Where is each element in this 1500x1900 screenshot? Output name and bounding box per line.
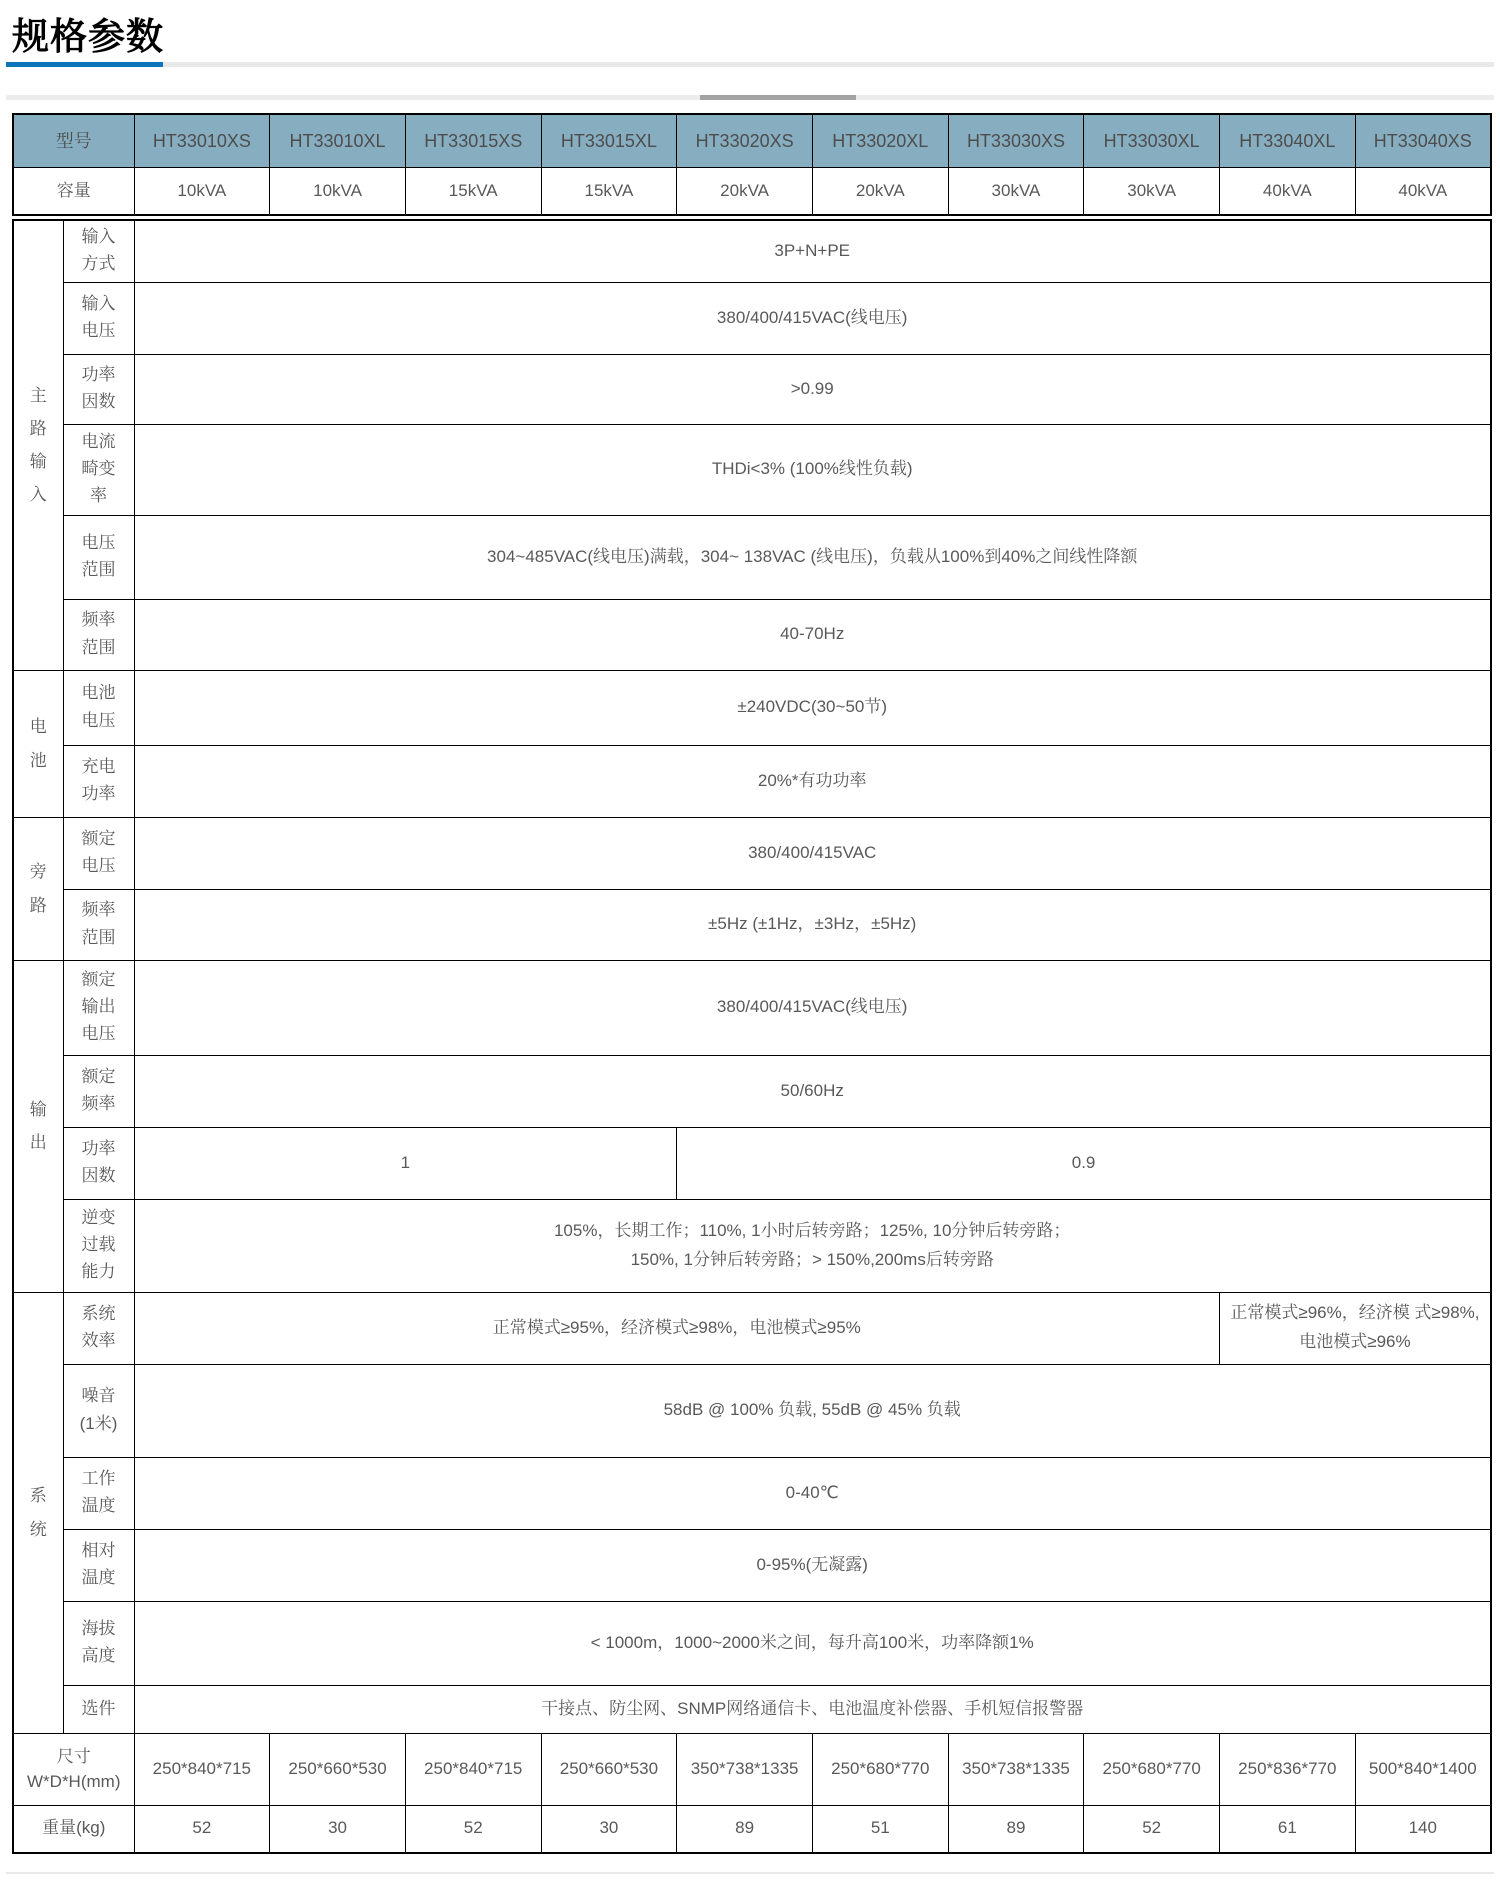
param-label: 额定频率 xyxy=(63,1055,134,1127)
model-cell: HT33040XL xyxy=(1220,114,1356,168)
weight-cell: 61 xyxy=(1220,1805,1356,1853)
spec-body-table xyxy=(12,219,1492,1854)
value-cell-right: 0.9 xyxy=(677,1127,1491,1199)
table-row xyxy=(13,1292,1491,1364)
model-cell: HT33015XL xyxy=(541,114,677,168)
param-label: 功率因数 xyxy=(63,1127,134,1199)
value-cell: 304~485VAC(线电压)满载，304~ 138VAC (线电压)，负载从100%到40%之间线性降额 xyxy=(134,515,1491,599)
param-label: 额定电压 xyxy=(63,817,134,889)
size-cell: 250*680*770 xyxy=(1084,1733,1220,1805)
table-row xyxy=(13,354,1491,424)
capacity-cell: 10kVA xyxy=(134,168,270,216)
table-row xyxy=(13,1364,1491,1457)
capacity-cell: 15kVA xyxy=(541,168,677,216)
value-cell: ±240VDC(30~50节) xyxy=(134,670,1491,745)
weight-cell: 52 xyxy=(405,1805,541,1853)
table-row xyxy=(13,1457,1491,1529)
size-cell: 350*738*1335 xyxy=(677,1733,813,1805)
param-label: 电流畸变率 xyxy=(63,424,134,515)
value-cell-left: 正常模式≥95%，经济模式≥98%，电池模式≥95% xyxy=(134,1292,1220,1364)
size-label-line-1: 尺寸 xyxy=(56,1746,91,1766)
table-row xyxy=(13,1199,1491,1292)
title-underline-accent xyxy=(6,62,163,67)
table-row xyxy=(13,817,1491,889)
param-label: 充电功率 xyxy=(63,745,134,817)
table-row xyxy=(13,1805,1491,1853)
size-cell: 250*680*770 xyxy=(812,1733,948,1805)
table-row xyxy=(13,1055,1491,1127)
page-title: 规格参数 xyxy=(12,16,164,57)
size-cell: 250*660*530 xyxy=(270,1733,406,1805)
value-cell: 3P+N+PE xyxy=(134,220,1491,282)
table-row xyxy=(13,220,1491,282)
value-cell: 380/400/415VAC(线电压) xyxy=(134,282,1491,354)
model-header-table xyxy=(12,113,1492,216)
size-cell: 250*840*715 xyxy=(134,1733,270,1805)
table-row xyxy=(13,745,1491,817)
value-cell-left: 1 xyxy=(134,1127,677,1199)
table-row xyxy=(13,515,1491,599)
title-underline-track xyxy=(6,62,1494,67)
param-label: 相对温度 xyxy=(63,1529,134,1601)
capacity-row-label: 容量 xyxy=(13,168,134,216)
value-cell: 380/400/415VAC xyxy=(134,817,1491,889)
model-cell: HT33010XL xyxy=(270,114,406,168)
model-cell: HT33010XS xyxy=(134,114,270,168)
size-cell: 250*840*715 xyxy=(405,1733,541,1805)
param-label: 海拔高度 xyxy=(63,1601,134,1685)
capacity-cell: 15kVA xyxy=(405,168,541,216)
capacity-cell: 20kVA xyxy=(812,168,948,216)
table-row xyxy=(13,1685,1491,1733)
value-cell: >0.99 xyxy=(134,354,1491,424)
weight-cell: 51 xyxy=(812,1805,948,1853)
model-cell: HT33020XL xyxy=(812,114,948,168)
capacity-cell: 30kVA xyxy=(1084,168,1220,216)
value-cell: 0-40℃ xyxy=(134,1457,1491,1529)
table-row xyxy=(13,889,1491,960)
table-row xyxy=(13,960,1491,1055)
group-label-system: 系统 xyxy=(13,1292,63,1733)
table-row xyxy=(13,1529,1491,1601)
capacity-cell: 20kVA xyxy=(677,168,813,216)
table-row xyxy=(13,1733,1491,1805)
capacity-row xyxy=(13,168,1491,216)
weight-cell: 52 xyxy=(1084,1805,1220,1853)
param-label: 选件 xyxy=(63,1685,134,1733)
size-cell: 350*738*1335 xyxy=(948,1733,1084,1805)
value-cell: 0-95%(无凝露) xyxy=(134,1529,1491,1601)
size-cell: 250*836*770 xyxy=(1220,1733,1356,1805)
spec-table-wrap xyxy=(12,113,1492,1854)
value-cell: 50/60Hz xyxy=(134,1055,1491,1127)
param-label: 频率范围 xyxy=(63,889,134,960)
model-cell: HT33030XS xyxy=(948,114,1084,168)
model-cell: HT33030XL xyxy=(1084,114,1220,168)
value-cell: < 1000m，1000~2000米之间，每升高100米，功率降额1% xyxy=(134,1601,1491,1685)
param-label: 电池电压 xyxy=(63,670,134,745)
value-cell: THDi<3% (100%线性负载) xyxy=(134,424,1491,515)
param-label: 噪音(1米) xyxy=(63,1364,134,1457)
size-row-label xyxy=(13,1733,134,1805)
group-label-output: 输出 xyxy=(13,960,63,1292)
param-label: 电压范围 xyxy=(63,515,134,599)
table-row xyxy=(13,1127,1491,1199)
model-cell: HT33015XS xyxy=(405,114,541,168)
param-label: 额定输出电压 xyxy=(63,960,134,1055)
param-label: 工作温度 xyxy=(63,1457,134,1529)
param-label: 频率范围 xyxy=(63,599,134,670)
model-cell: HT33020XS xyxy=(677,114,813,168)
param-label: 功率因数 xyxy=(63,354,134,424)
weight-cell: 30 xyxy=(541,1805,677,1853)
table-row xyxy=(13,282,1491,354)
model-row xyxy=(13,114,1491,168)
model-row-label: 型号 xyxy=(13,114,134,168)
capacity-cell: 10kVA xyxy=(270,168,406,216)
table-row xyxy=(13,599,1491,670)
value-cell: 40-70Hz xyxy=(134,599,1491,670)
param-label: 逆变过载能力 xyxy=(63,1199,134,1292)
weight-cell: 52 xyxy=(134,1805,270,1853)
param-label: 系统效率 xyxy=(63,1292,134,1364)
size-cell: 500*840*1400 xyxy=(1355,1733,1491,1805)
param-label: 输入电压 xyxy=(63,282,134,354)
overload-line-1: 105%，长期工作；110%, 1小时后转旁路；125%, 10分钟后转旁路； xyxy=(553,1220,1071,1240)
value-cell-right: 正常模式≥96%，经济模 式≥98%, 电池模式≥96% xyxy=(1220,1292,1491,1364)
weight-cell: 89 xyxy=(948,1805,1084,1853)
horizontal-scrollbar-thumb[interactable] xyxy=(700,95,856,100)
capacity-cell: 40kVA xyxy=(1220,168,1356,216)
weight-cell: 89 xyxy=(677,1805,813,1853)
weight-row-label: 重量(kg) xyxy=(13,1805,134,1853)
value-cell xyxy=(134,1199,1491,1292)
value-cell: 干接点、防尘网、SNMP网络通信卡、电池温度补偿器、手机短信报警器 xyxy=(134,1685,1491,1733)
value-cell: 20%*有功功率 xyxy=(134,745,1491,817)
overload-line-2: 150%, 1分钟后转旁路；> 150%,200ms后转旁路 xyxy=(630,1249,994,1269)
size-label-line-2: W*D*H(mm) xyxy=(27,1772,121,1791)
capacity-cell: 40kVA xyxy=(1355,168,1491,216)
value-cell: 380/400/415VAC(线电压) xyxy=(134,960,1491,1055)
param-label: 输入方式 xyxy=(63,220,134,282)
weight-cell: 30 xyxy=(270,1805,406,1853)
model-cell: HT33040XS xyxy=(1355,114,1491,168)
group-label-main-input: 主路输入 xyxy=(13,220,63,670)
table-row xyxy=(13,1601,1491,1685)
page-bottom-divider xyxy=(6,1872,1494,1874)
group-label-bypass: 旁路 xyxy=(13,817,63,960)
value-cell: ±5Hz (±1Hz，±3Hz，±5Hz) xyxy=(134,889,1491,960)
capacity-cell: 30kVA xyxy=(948,168,1084,216)
size-cell: 250*660*530 xyxy=(541,1733,677,1805)
table-row xyxy=(13,424,1491,515)
group-label-battery: 电池 xyxy=(13,670,63,817)
table-row xyxy=(13,670,1491,745)
weight-cell: 140 xyxy=(1355,1805,1491,1853)
value-cell: 58dB @ 100% 负载, 55dB @ 45% 负载 xyxy=(134,1364,1491,1457)
